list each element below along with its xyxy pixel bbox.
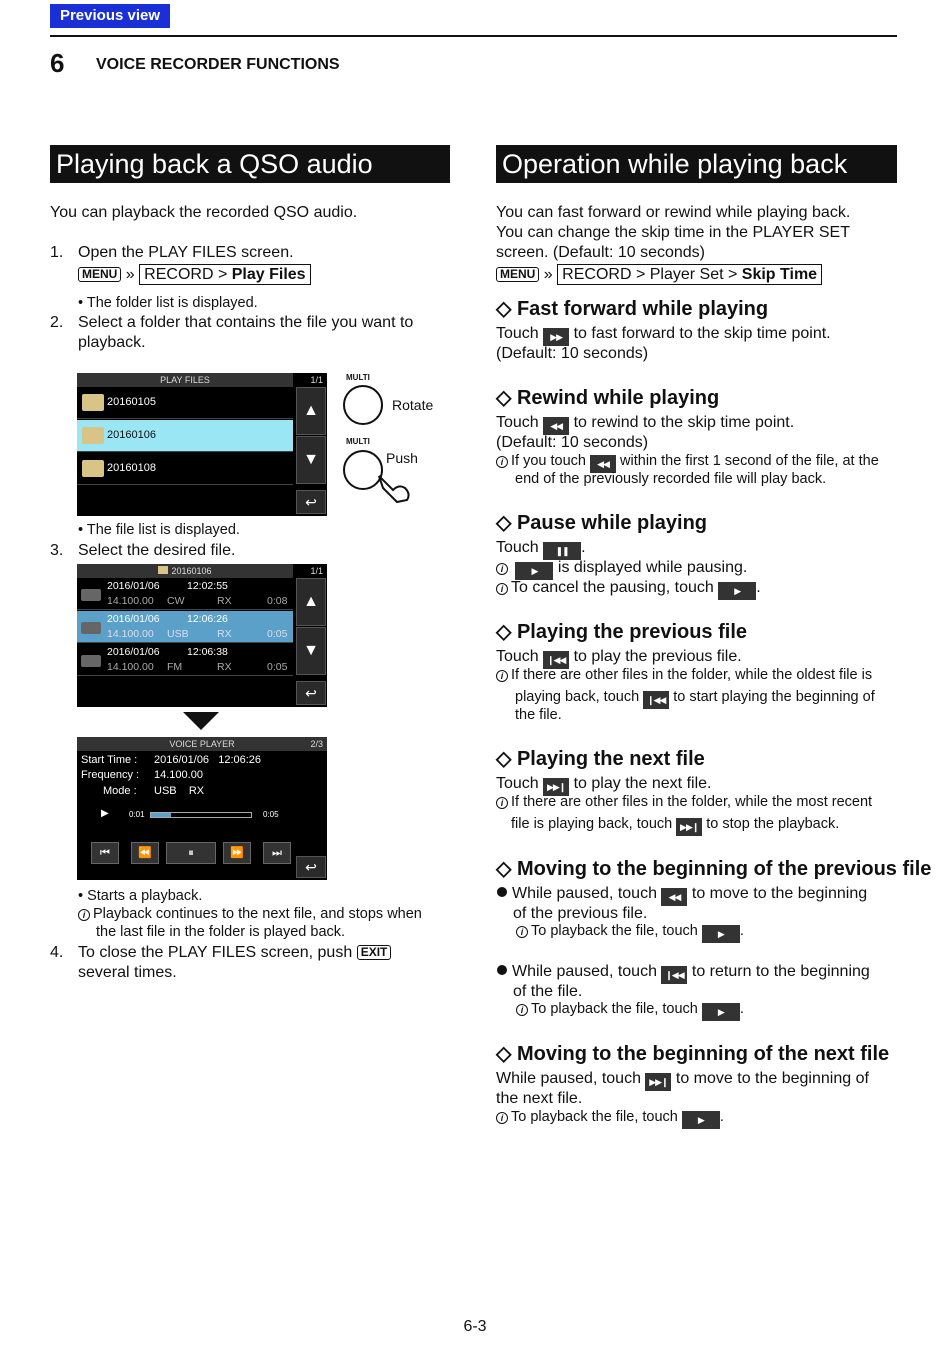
skip-previous-icon: ❙◀◀ — [643, 691, 669, 709]
info-icon: i — [496, 456, 508, 468]
screen-page: 1/1 — [310, 566, 323, 576]
screen-title-text: 20160106 — [171, 566, 212, 576]
mbp-1-text — [497, 884, 867, 906]
step-number: 3. — [50, 542, 64, 559]
rw-text-b: to rewind to the skip time point. — [573, 414, 795, 431]
diamond-icon: ◇ — [496, 858, 512, 880]
play-icon: ▶ — [515, 562, 553, 580]
ff-text — [496, 324, 831, 346]
rewind-button[interactable]: ⏪ — [131, 842, 159, 864]
info-text: file is playing back, touch — [511, 816, 673, 832]
note-file-list: • The file list is displayed. — [78, 522, 240, 538]
info-playback-continues — [78, 905, 422, 923]
file-row[interactable] — [77, 611, 293, 643]
pause-button[interactable]: ⏸ — [166, 842, 216, 864]
mbn-text-cont: the next file. — [496, 1090, 583, 1107]
file-duration: 0:05 — [267, 661, 288, 673]
heading-previous-file — [496, 620, 747, 644]
pause-text-a: Touch — [496, 539, 539, 556]
file-freq: 14.100.00 — [107, 595, 154, 607]
prev-text-a: Touch — [496, 648, 539, 665]
info-text: playing back, touch — [515, 689, 640, 705]
hand-push-icon — [375, 470, 415, 504]
step-2-text: Select a folder that contains the file you want to — [78, 314, 414, 331]
heading-text: Moving to the beginning of the previous file — [516, 858, 932, 880]
ff-text-b: to fast forward to the skip time point. — [573, 325, 831, 342]
step-4-text-cont: several times. — [78, 964, 177, 981]
page-number: 6-3 — [463, 1318, 487, 1335]
right-intro-3: screen. (Default: 10 seconds) — [496, 244, 705, 261]
rotate-label: Rotate — [392, 397, 434, 413]
left-intro: You can playback the recorded QSO audio. — [50, 204, 358, 221]
mbp-1-info: i To playback the file, touch ▶ . — [516, 922, 744, 943]
header-rule — [50, 35, 897, 37]
file-row[interactable] — [77, 578, 293, 610]
scroll-up-button[interactable]: ▲ — [296, 578, 326, 626]
menu-key: MENU — [78, 267, 121, 282]
file-time: 12:02:55 — [187, 580, 228, 592]
start-time-label: Start Time : — [81, 754, 138, 766]
skip-next-button[interactable]: ⏭ — [263, 842, 291, 864]
folder-row[interactable] — [77, 420, 293, 452]
file-mode: CW — [167, 595, 185, 607]
rw-text — [496, 413, 794, 435]
mbp-2-text-cont: of the file. — [513, 983, 583, 1000]
scroll-down-button[interactable]: ▼ — [296, 436, 326, 484]
file-list-screen — [77, 564, 327, 707]
arrow-down-icon — [183, 712, 219, 730]
file-date: 2016/01/06 — [107, 646, 160, 658]
file-freq: 14.100.00 — [107, 661, 154, 673]
info-text: is displayed while pausing. — [557, 559, 748, 576]
step-number: 2. — [50, 314, 64, 331]
heading-text: Playing the previous file — [516, 621, 748, 643]
mbp-text-a: While paused, touch — [512, 963, 657, 980]
folder-icon — [82, 394, 104, 411]
info-icon: i — [496, 670, 508, 682]
ff-default: (Default: 10 seconds) — [496, 345, 649, 362]
file-rx: RX — [217, 595, 232, 607]
push-label: Push — [386, 450, 418, 466]
file-rx: RX — [217, 628, 232, 640]
path-text-bold: Play Files — [231, 266, 306, 283]
mbp-text-b: to move to the beginning — [691, 885, 868, 902]
file-date: 2016/01/06 — [107, 613, 160, 625]
info-text: to start playing the beginning of — [673, 689, 875, 705]
file-time: 12:06:26 — [187, 613, 228, 625]
file-row[interactable] — [77, 644, 293, 676]
screen-title: VOICE PLAYER — [77, 737, 327, 751]
skip-next-icon: ▶▶❙ — [676, 818, 702, 836]
mode-label: Mode : — [103, 785, 137, 797]
start-time-value: 2016/01/06 12:06:26 — [154, 754, 262, 766]
prev-info — [496, 666, 872, 684]
right-intro-1: You can fast forward or rewind while playing back. — [496, 204, 851, 221]
scroll-down-button[interactable]: ▼ — [296, 627, 326, 675]
skip-next-icon: ▶▶❙ — [543, 778, 569, 796]
section-title-operation: Operation while playing back — [496, 145, 897, 183]
heading-move-previous — [496, 857, 931, 881]
skip-previous-button[interactable]: ⏮ — [91, 842, 119, 864]
menu-path-2 — [496, 264, 822, 285]
step-number: 4. — [50, 944, 64, 961]
rewind-icon: ◀◀ — [543, 417, 569, 435]
info-icon: i — [516, 1004, 528, 1016]
file-icon — [81, 622, 101, 634]
heading-fast-forward — [496, 297, 768, 321]
heading-pause — [496, 511, 707, 535]
note-folder-list: • The folder list is displayed. — [78, 295, 258, 311]
folder-row[interactable] — [77, 453, 293, 485]
elapsed-time: 0:01 — [129, 810, 145, 819]
diamond-icon: ◇ — [496, 748, 512, 770]
menu-key: MENU — [496, 267, 539, 282]
diamond-icon: ◇ — [496, 1043, 512, 1065]
multi-knob-rotate — [343, 385, 383, 425]
play-icon: ▶ — [718, 582, 756, 600]
exit-key: EXIT — [357, 945, 392, 960]
pause-info-2: i To cancel the pausing, touch ▶ . — [496, 578, 761, 600]
heading-next-file — [496, 747, 705, 771]
mbn-info: i To playback the file, touch ▶ . — [496, 1108, 724, 1129]
note-starts-playback: • Starts a playback. — [78, 888, 203, 904]
diamond-icon: ◇ — [496, 621, 512, 643]
progress-fill — [151, 813, 171, 817]
mbp-text-b: to return to the beginning — [691, 963, 870, 980]
chapter-number: 6 — [50, 48, 65, 78]
rw-info-cont: end of the previously recorded file will play back. — [515, 471, 827, 487]
next-text-b: to play the next file. — [573, 775, 712, 792]
screen-title: PLAY FILES — [77, 373, 293, 387]
mbn-text-a: While paused, touch — [496, 1070, 641, 1087]
folder-icon — [82, 427, 104, 444]
rewind-icon: ◀◀ — [590, 455, 616, 473]
heading-move-next — [496, 1042, 889, 1066]
multi-knob-label: MULTI — [346, 437, 370, 446]
fast-forward-button[interactable]: ⏩ — [223, 842, 251, 864]
prev-info-end: the file. — [515, 707, 562, 723]
folder-name: 20160105 — [107, 396, 156, 408]
path-separator: » — [543, 266, 553, 283]
mbn-text — [496, 1069, 869, 1091]
mbp-2-info: i To playback the file, touch ▶ . — [516, 1000, 744, 1021]
pause-text — [496, 538, 586, 560]
prev-info-cont — [515, 688, 875, 709]
next-info — [496, 793, 872, 811]
bullet-icon — [497, 965, 507, 975]
play-files-screen — [77, 373, 327, 516]
frequency-label: Frequency : — [81, 769, 140, 781]
info-text: To playback the file, touch — [511, 1109, 678, 1125]
file-mode: FM — [167, 661, 183, 673]
info-text: If you touch — [511, 453, 586, 469]
heading-text: Rewind while playing — [516, 387, 720, 409]
path-text: RECORD > — [144, 266, 232, 283]
heading-text: Moving to the beginning of the next file — [516, 1043, 890, 1065]
file-mode: USB — [167, 628, 189, 640]
path-box — [557, 264, 822, 285]
folder-icon — [82, 460, 104, 477]
step-3-text: Select the desired file. — [78, 542, 236, 559]
scroll-up-button[interactable]: ▲ — [296, 387, 326, 435]
path-box — [139, 264, 310, 285]
info-text: to stop the playback. — [706, 816, 840, 832]
bullet-icon — [497, 887, 507, 897]
file-icon — [81, 655, 101, 667]
diamond-icon: ◇ — [496, 298, 512, 320]
pause-text-b: . — [581, 539, 586, 556]
multi-knob-label: MULTI — [346, 373, 370, 382]
diamond-icon: ◇ — [496, 512, 512, 534]
mode-value: USB RX — [154, 785, 205, 797]
info-playback-continues-cont: the last file in the folder is played back. — [96, 924, 346, 940]
rewind-icon: ◀◀ — [661, 888, 687, 906]
path-separator: » — [125, 266, 135, 283]
step-number: 1. — [50, 244, 64, 261]
mbp-2-text — [497, 962, 870, 984]
skip-next-icon: ▶▶❙ — [645, 1073, 671, 1091]
folder-row[interactable] — [77, 387, 293, 419]
menu-path-1 — [78, 264, 311, 285]
screen-page: 1/1 — [310, 375, 323, 385]
back-button[interactable]: ↩ — [296, 856, 326, 878]
folder-icon — [158, 566, 168, 574]
file-icon — [81, 589, 101, 601]
rw-text-a: Touch — [496, 414, 539, 431]
step-1-text: Open the PLAY FILES screen. — [78, 244, 294, 261]
info-icon: i — [496, 1112, 508, 1124]
frequency-value: 14.100.00 — [154, 769, 203, 781]
rw-default: (Default: 10 seconds) — [496, 434, 649, 451]
info-icon: i — [496, 583, 508, 595]
heading-text: Playing the next file — [516, 748, 705, 770]
mbp-1-text-cont: of the previous file. — [513, 905, 648, 922]
chapter-title: VOICE RECORDER FUNCTIONS — [96, 56, 340, 73]
info-text: If there are other files in the folder, while the most recent — [511, 794, 873, 810]
back-button[interactable]: ↩ — [296, 681, 326, 705]
previous-view-button[interactable]: Previous view — [50, 4, 170, 28]
pause-icon: ❚❚ — [543, 542, 581, 560]
path-text: RECORD > Player Set > — [562, 266, 742, 283]
info-text: within the first 1 second of the file, at the — [620, 453, 879, 469]
heading-rewind — [496, 386, 719, 410]
prev-text-b: to play the previous file. — [573, 648, 742, 665]
ff-text-a: Touch — [496, 325, 539, 342]
total-time: 0:05 — [263, 810, 279, 819]
section-title-playing-back: Playing back a QSO audio — [50, 145, 450, 183]
fast-forward-icon: ▶▶ — [543, 328, 569, 346]
next-text-a: Touch — [496, 775, 539, 792]
screen-title — [77, 564, 293, 578]
file-duration: 0:05 — [267, 628, 288, 640]
file-time: 12:06:38 — [187, 646, 228, 658]
folder-name: 20160106 — [107, 429, 156, 441]
skip-previous-icon: ❙◀◀ — [661, 966, 687, 984]
pause-info-1 — [496, 558, 747, 580]
info-text: To playback the file, touch — [531, 923, 698, 939]
heading-text: Pause while playing — [516, 512, 708, 534]
back-button[interactable]: ↩ — [296, 490, 326, 514]
file-freq: 14.100.00 — [107, 628, 154, 640]
mbp-text-a: While paused, touch — [512, 885, 657, 902]
step-4-text-a: To close the PLAY FILES screen, push — [78, 944, 353, 961]
skip-previous-icon: ❙◀◀ — [543, 651, 569, 669]
file-date: 2016/01/06 — [107, 580, 160, 592]
info-text: If there are other files in the folder, while the oldest file is — [511, 667, 873, 683]
info-text: Playback continues to the next file, and stops when — [93, 906, 422, 922]
right-intro-2: You can change the skip time in the PLAYER SET — [496, 224, 850, 241]
info-text: To cancel the pausing, touch — [511, 579, 714, 596]
diamond-icon: ◇ — [496, 387, 512, 409]
path-text-bold: Skip Time — [741, 266, 818, 283]
info-text: To playback the file, touch — [531, 1001, 698, 1017]
progress-bar[interactable] — [150, 812, 252, 818]
folder-name: 20160108 — [107, 462, 156, 474]
play-icon: ▶ — [101, 808, 109, 819]
info-icon: i — [78, 909, 90, 921]
play-icon: ▶ — [682, 1111, 720, 1129]
heading-text: Fast forward while playing — [516, 298, 769, 320]
file-rx: RX — [217, 661, 232, 673]
info-icon: i — [496, 797, 508, 809]
play-icon: ▶ — [702, 925, 740, 943]
mbn-text-b: to move to the beginning of — [675, 1070, 869, 1087]
step-4-text — [78, 943, 391, 963]
info-icon: i — [516, 926, 528, 938]
info-icon: i — [496, 563, 508, 575]
next-info-cont — [511, 815, 839, 836]
screen-page: 2/3 — [310, 739, 323, 749]
file-duration: 0:08 — [267, 595, 288, 607]
step-2-text-cont: playback. — [78, 334, 146, 351]
play-icon: ▶ — [702, 1003, 740, 1021]
